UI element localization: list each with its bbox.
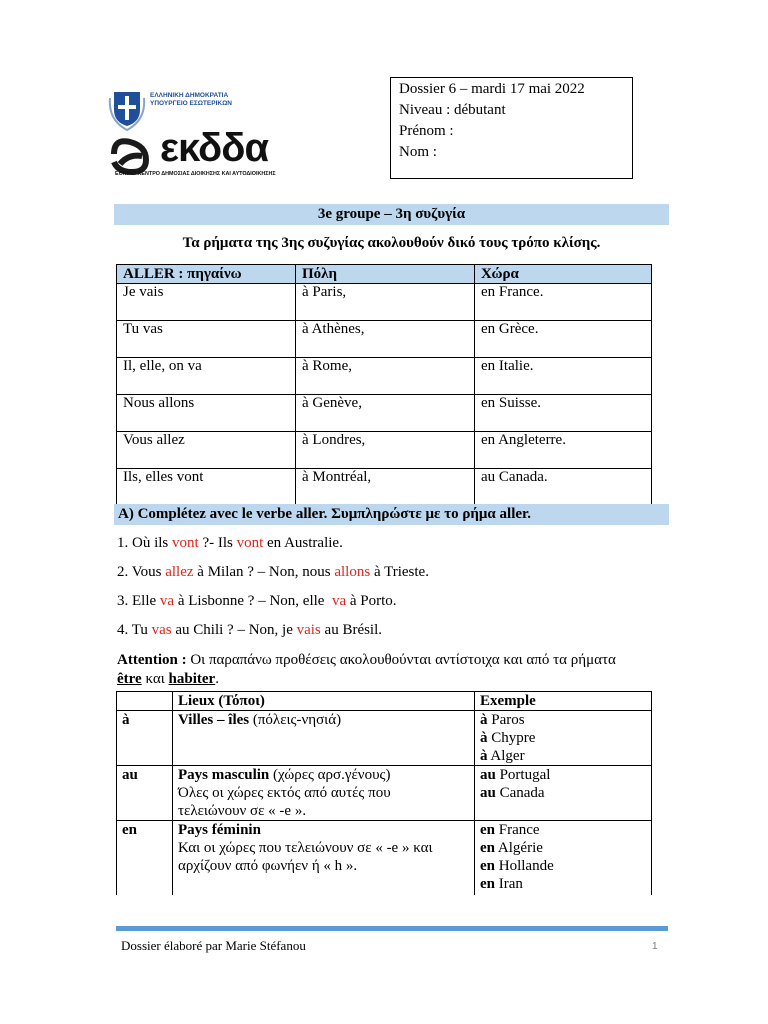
answer-text: va — [159, 593, 175, 609]
example-word: France — [495, 822, 540, 838]
table-row — [117, 284, 652, 321]
exercise-text: 2. Vous — [117, 564, 166, 580]
table-cell: en France. — [475, 284, 652, 321]
answer-text: vont — [172, 535, 199, 551]
table-row — [117, 711, 652, 766]
exercise-text: à Porto. — [346, 593, 397, 609]
attention-label: Attention : — [117, 652, 187, 668]
lieux-title-gr: (πόλεις-νησιά) — [249, 712, 342, 728]
col-header-lieux: Lieux (Τόποι) — [173, 692, 475, 711]
answer-text: vais — [296, 622, 321, 638]
answer-text: allons — [334, 564, 371, 580]
lieux-cell — [173, 711, 475, 766]
table-cell: en Grèce. — [475, 321, 652, 358]
verb-etre: être — [117, 671, 142, 687]
exercise-text: 3. Elle — [117, 593, 160, 609]
exemple-cell — [475, 766, 652, 821]
table-cell: Nous allons — [117, 395, 296, 432]
table-row — [117, 358, 652, 395]
example-word: Chypre — [487, 730, 536, 746]
table-cell: à Londres, — [296, 432, 475, 469]
table-row — [117, 395, 652, 432]
logo-gov-line2: ΥΠΟΥΡΓΕΙΟ ΕΣΩΤΕΡΙΚΩΝ — [150, 100, 232, 107]
example-word: Alger — [487, 748, 525, 764]
logo-ministry-text — [150, 92, 232, 108]
table-cell: en Angleterre. — [475, 432, 652, 469]
col-header-aller: ALLER : πηγαίνω — [117, 265, 296, 284]
answer-text: va — [331, 593, 347, 609]
example-prep: à — [480, 730, 488, 746]
lieux-desc: αρχίζουν από φωνήεν ή « h ». — [178, 858, 358, 874]
table-cell: en Italie. — [475, 358, 652, 395]
list-item — [480, 711, 651, 729]
answer-text: vont — [236, 535, 264, 551]
exercise-text: à Trieste. — [370, 564, 429, 580]
exercise-line-3 — [117, 593, 397, 610]
example-prep: en — [480, 822, 495, 838]
example-word: Algérie — [495, 840, 543, 856]
exercise-line-4 — [117, 622, 382, 639]
col-header-exemple: Exemple — [475, 692, 652, 711]
lieux-title: Pays féminin — [178, 822, 261, 838]
answer-text: allez — [165, 564, 194, 580]
exercise-text: 1. Où ils — [117, 535, 173, 551]
lieux-desc: Και οι χώρες που τελειώνουν σε « -e » και — [178, 840, 433, 856]
exercise-line-1 — [117, 535, 343, 552]
attention-text: Οι παραπάνω προθέσεις ακολουθούνται αντίστοιχα και από τα ρήματα — [186, 652, 616, 668]
table-row — [117, 766, 652, 821]
exercise-text: au Chili ? – Non, je — [171, 622, 297, 638]
example-word: Iran — [495, 876, 523, 892]
col-header-pays: Χώρα — [475, 265, 652, 284]
attention-kai: και — [141, 671, 169, 687]
exemple-cell — [475, 821, 652, 896]
example-prep: en — [480, 876, 495, 892]
verb-habiter: habiter — [168, 671, 216, 687]
exercise-text: ?- Ils — [198, 535, 237, 551]
list-item — [480, 821, 651, 839]
list-item — [480, 839, 651, 857]
example-prep: au — [480, 785, 496, 801]
answer-text: vas — [151, 622, 172, 638]
logo-wordmark: εκδδα — [160, 126, 269, 170]
example-prep: en — [480, 840, 495, 856]
list-item — [480, 747, 651, 765]
table-cell: Ils, elles vont — [117, 469, 296, 506]
exercise-text: au Brésil. — [320, 622, 383, 638]
list-item — [480, 857, 651, 875]
page-number: 1 — [652, 941, 658, 952]
prenom-field[interactable]: Prénom : — [399, 123, 454, 139]
exercise-a-title: A) Complétez avec le verbe aller. Συμπληρώστε με το ρήμα aller. — [114, 504, 669, 525]
prepositions-table — [116, 691, 652, 895]
exercise-text: à Lisbonne ? – Non, elle — [174, 593, 332, 609]
example-prep: à — [480, 748, 488, 764]
lieux-desc: τελειώνουν σε « -e ». — [178, 803, 307, 819]
table-cell: Vous allez — [117, 432, 296, 469]
table-cell: Tu vas — [117, 321, 296, 358]
table-cell: à Montréal, — [296, 469, 475, 506]
table-row — [117, 821, 652, 896]
lieux-title: Pays masculin — [178, 767, 270, 783]
section-title-3e-groupe: 3e groupe – 3η συζυγία — [114, 204, 669, 225]
lieux-title-gr: (χώρες αρσ.γένους) — [269, 767, 391, 783]
footer-divider — [116, 926, 668, 931]
dossier-line: Dossier 6 – mardi 17 mai 2022 — [399, 81, 585, 97]
section-intro: Τα ρήματα της 3ης συζυγίας ακολουθούν δικό τους τρόπο κλίσης. — [182, 235, 601, 251]
exercise-line-2 — [117, 564, 429, 581]
niveau-line: Niveau : débutant — [399, 102, 506, 118]
list-item — [480, 784, 651, 802]
prep-cell: au — [117, 766, 173, 821]
prep-cell: à — [117, 711, 173, 766]
table-header-row — [117, 265, 652, 284]
student-info-box — [390, 77, 633, 179]
nom-field[interactable]: Nom : — [399, 144, 437, 160]
example-word: Hollande — [495, 858, 554, 874]
table-row — [117, 469, 652, 506]
footer-author: Dossier élaboré par Marie Stéfanou — [121, 938, 306, 953]
example-word: Portugal — [495, 767, 551, 783]
table-cell: à Athènes, — [296, 321, 475, 358]
prep-cell: en — [117, 821, 173, 896]
list-item — [480, 875, 651, 893]
lieux-title: Villes – îles — [178, 712, 250, 728]
exemple-cell — [475, 711, 652, 766]
table-header-row — [117, 692, 652, 711]
logo-subtitle: ΕΘΝΙΚΟ ΚΕΝΤΡΟ ΔΗΜΟΣΙΑΣ ΔΙΟΙΚΗΣΗΣ ΚΑΙ ΑΥΤΟΔΙΟΙΚΗΣΗΣ — [115, 171, 276, 177]
example-prep: en — [480, 858, 495, 874]
logo-gov-line1: ΕΛΛΗΝΙΚΗ ΔΗΜΟΚΡΑΤΙΑ — [150, 92, 229, 99]
example-word: Canada — [495, 785, 545, 801]
lieux-cell — [173, 766, 475, 821]
attention-end: . — [215, 671, 219, 687]
table-cell: en Suisse. — [475, 395, 652, 432]
lieux-cell — [173, 821, 475, 896]
col-header-ville: Πόλη — [296, 265, 475, 284]
list-item — [480, 729, 651, 747]
table-row — [117, 321, 652, 358]
example-word: Paros — [487, 712, 525, 728]
list-item — [480, 766, 651, 784]
table-cell: à Genève, — [296, 395, 475, 432]
col-header-prep — [117, 692, 173, 711]
table-cell: à Paris, — [296, 284, 475, 321]
table-row — [117, 432, 652, 469]
example-prep: au — [480, 767, 496, 783]
exercise-text: 4. Tu — [117, 622, 152, 638]
table-cell: à Rome, — [296, 358, 475, 395]
exercise-text: en Australie. — [263, 535, 343, 551]
table-cell: au Canada. — [475, 469, 652, 506]
example-prep: à — [480, 712, 488, 728]
exercise-text: à Milan ? – Non, nous — [193, 564, 335, 580]
lieux-desc: Όλες οι χώρες εκτός από αυτές που — [178, 785, 391, 801]
table-cell: Il, elle, on va — [117, 358, 296, 395]
table-cell: Je vais — [117, 284, 296, 321]
aller-conjugation-table — [116, 264, 652, 505]
attention-note — [117, 651, 677, 689]
